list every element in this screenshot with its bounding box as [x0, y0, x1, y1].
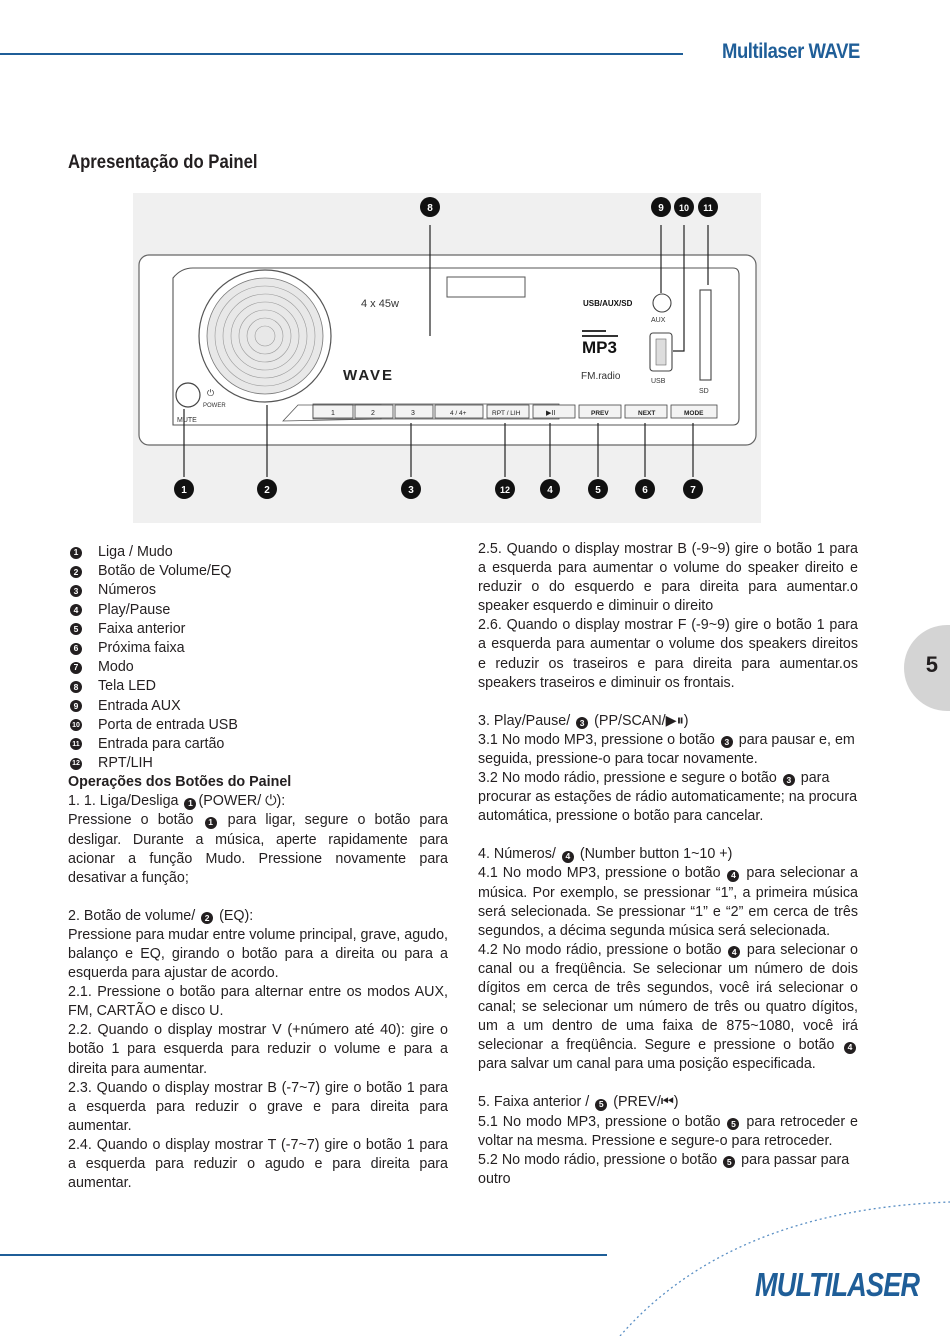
callout-6: 6 [642, 485, 648, 496]
right-column [478, 540, 858, 1189]
ports-label: USB/AUX/SD [583, 299, 633, 308]
p31: 3.1 No modo MP3, pressione o botão 3 para pausar e, em seguida, pressione-o para tocar novamente. [478, 731, 855, 767]
p21: 2.1. Pressione o botão para alternar entre os modos AUX, FM, CARTÃO e disco U. [68, 984, 448, 1020]
legend-number: 7 [70, 662, 82, 674]
inline-number: 4 [727, 870, 739, 882]
btn-mode: MODE [684, 410, 704, 417]
inline-number: 5 [595, 1099, 607, 1111]
callout-1: 1 [181, 485, 187, 496]
usb-label: USB [651, 378, 666, 385]
callout-5: 5 [595, 485, 601, 496]
callout-8: 8 [427, 203, 433, 214]
sd-label: SD [699, 388, 709, 395]
btn-next: NEXT [638, 410, 656, 417]
btn-rpt: RPT / LIH [492, 410, 521, 417]
legend-item [68, 658, 448, 677]
btn-prev: PREV [591, 410, 609, 417]
p51: 5.1 No modo MP3, pressione o botão 5 para retroceder e voltar na mesma. Pressione e segure-o para retroceder. [478, 1113, 858, 1149]
legend-item [68, 697, 448, 716]
inline-number: 4 [728, 946, 740, 958]
inline-number: 5 [727, 1118, 739, 1130]
inline-number: 3 [576, 717, 588, 729]
btn-play: ▶II [546, 410, 556, 417]
callout-10: 10 [678, 203, 690, 213]
left-column [68, 543, 448, 1193]
brand-title: Multilaser WAVE [722, 40, 860, 63]
legend-item [68, 562, 448, 581]
legend-item [68, 581, 448, 600]
legend-label: Entrada para cartão [98, 735, 225, 752]
legend-label: Porta de entrada USB [98, 716, 238, 733]
legend-number: 9 [70, 700, 82, 712]
btn-3: 3 [411, 410, 415, 417]
legend-item [68, 601, 448, 620]
front-panel-diagram [133, 193, 761, 523]
inline-number: 1 [205, 817, 217, 829]
legend-number: 2 [70, 566, 82, 578]
p25: 2.5. Quando o display mostrar B (-9~9) gire o botão 1 para a esquerda para aumentar o volume do speaker direito e reduzir o do esquerdo e para direita para aumentar.o speaker esquerdo e diminuir o direito [478, 541, 858, 615]
legend-item [68, 735, 448, 754]
legend-number: 1 [70, 547, 82, 559]
legend-label: Próxima faixa [98, 639, 185, 656]
legend-number: 4 [70, 604, 82, 616]
callout-4: 4 [547, 485, 553, 496]
svg-text:⏻: ⏻ [207, 388, 215, 398]
legend-item [68, 677, 448, 696]
inline-number: 4 [844, 1042, 856, 1054]
p1-heading: 1. 1. Liga/Desliga 1 (POWER/ ⏻): [68, 793, 286, 810]
mute-label: MUTE [177, 417, 197, 424]
legend-label: Tela LED [98, 678, 157, 695]
legend-label: Liga / Mudo [98, 544, 173, 561]
mp3-label: MP3 [582, 338, 617, 357]
inline-number: 2 [201, 912, 213, 924]
legend-item [68, 754, 448, 773]
legend-item [68, 620, 448, 639]
legend-label: Play/Pause [98, 601, 171, 618]
p5-heading: 5. Faixa anterior / 5 (PREV/⏮) [478, 1094, 679, 1111]
aux-label: AUX [651, 317, 666, 324]
legend-number: 8 [70, 681, 82, 693]
inline-number: 3 [721, 736, 733, 748]
fm-label: FM.radio [581, 371, 621, 382]
p23: 2.3. Quando o display mostrar B (-7~7) gire o botão 1 para a esquerda para reduzir o grave e para direita para aumentar. [68, 1079, 448, 1134]
legend-list [68, 543, 448, 773]
legend-number: 11 [70, 738, 82, 750]
callout-2: 2 [264, 485, 270, 496]
btn-2: 2 [371, 410, 375, 417]
legend-label: Botão de Volume/EQ [98, 563, 232, 580]
inline-number: 3 [783, 774, 795, 786]
btn-4: 4 / 4+ [450, 410, 467, 417]
legend-item [68, 543, 448, 562]
legend-number: 10 [70, 719, 82, 731]
header-rule [0, 53, 683, 55]
inline-number: 4 [562, 851, 574, 863]
legend-label: Números [98, 582, 156, 599]
legend-item [68, 716, 448, 735]
multilaser-logo: MULTILASER [755, 1266, 920, 1303]
p2-heading: 2. Botão de volume/ 2 (EQ): [68, 907, 254, 924]
wave-label: WAVE [343, 367, 395, 384]
chapter-number: 5 [925, 652, 938, 677]
btn-1: 1 [331, 410, 335, 417]
legend-label: Modo [98, 659, 134, 676]
legend-number: 6 [70, 643, 82, 655]
callout-7: 7 [690, 485, 696, 496]
p3-heading: 3. Play/Pause/ 3 (PP/SCAN/▶⏸) [478, 712, 689, 729]
callout-12: 12 [499, 485, 511, 495]
legend-label: Entrada AUX [98, 697, 181, 714]
p22: 2.2. Quando o display mostrar V (+número até 40): gire o botão 1 para esquerda para reduzir o volume e para a direita para aumentar. [68, 1022, 448, 1077]
p32: 3.2 No modo rádio, pressione e segure o botão 3 para procurar as estações de rádio automaticamente; na procura automática, pressione o botão para cancelar. [478, 770, 858, 825]
legend-number: 3 [70, 585, 82, 597]
legend-item [68, 639, 448, 658]
legend-number: 5 [70, 623, 82, 635]
p24: 2.4. Quando o display mostrar T (-7~7) gire o botão 1 para a esquerda para reduzir o agudo e para direita para aumentar. [68, 1136, 448, 1192]
p2-body: Pressione para mudar entre volume principal, grave, agudo, balanço e EQ, girando o botão para a direita ou para a esquerda para ajustar de acordo. [68, 926, 448, 982]
legend-label: Faixa anterior [98, 620, 186, 637]
legend-label: RPT/LIH [98, 755, 153, 772]
ops-title: Operações dos Botões do Painel [68, 774, 292, 791]
p1-body: Pressione o botão 1 para ligar, segure o botão para desligar. Durante a música, aperte rapidamente para acionar a função Mudo. Pressione novamente para desativar a função; [68, 812, 448, 886]
p4-heading: 4. Números/ 4 (Number button 1~10 +) [478, 846, 733, 863]
footer-rule [0, 1254, 607, 1256]
inline-number: 5 [723, 1156, 735, 1168]
callout-9: 9 [658, 203, 664, 214]
section-title: Apresentação do Painel [68, 152, 258, 173]
p42: 4.2 No modo rádio, pressione o botão 4 para selecionar o canal ou a freqüência. Se selecionar um número de dois dígitos em cerca de três segundos, você irá selecionar o canal; se selecionar um número de três ou quatro dígitos, um a um dentro de uma faixa de 875~1080, você irá selecionar a freqüência. Segure e pressione o botão 4 para salvar um canal para uma posição especificada. [478, 941, 858, 1073]
p41: 4.1 No modo MP3, pressione o botão 4 para selecionar a música. Por exemplo, se pressionar “1”, a primeira música será selecionada. Se pressionar “1” e “2” em cerca de três segundos, a décima segunda música será selecionada. [478, 865, 858, 939]
spec-label: 4 x 45w [361, 298, 399, 310]
legend-number: 12 [70, 758, 82, 770]
callout-11: 11 [703, 203, 713, 213]
decorative-curve [560, 1190, 950, 1336]
inline-number: 1 [184, 798, 196, 810]
p52: 5.2 No modo rádio, pressione o botão 5 para passar para outro [478, 1151, 850, 1187]
callout-3: 3 [408, 485, 414, 496]
power-label: POWER [203, 403, 226, 409]
p26: 2.6. Quando o display mostrar F (-9~9) gire o botão 1 para a esquerda para aumentar o volume dos speakers direitos e reduzir os traseiros e para direita para aumentar.os speakers traseiros e diminuir os frontais. [478, 617, 858, 691]
